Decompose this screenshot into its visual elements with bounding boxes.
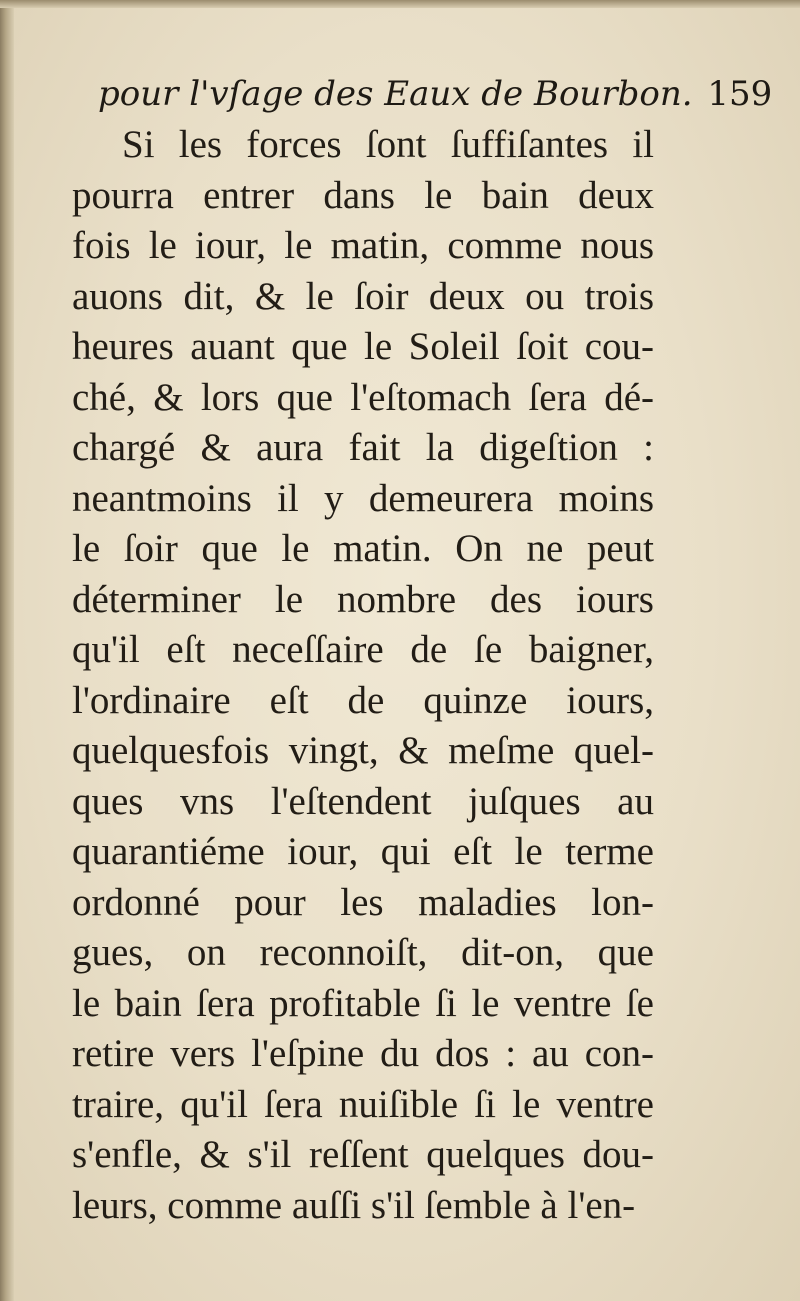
- text-line: heures auant que le Soleil ſoit cou-: [72, 325, 654, 368]
- text-line: gues, on reconnoiſt, dit-on, que: [72, 931, 654, 974]
- running-head: [98, 66, 773, 122]
- text-line: auons dit, & le ſoir deux ou trois: [72, 274, 654, 318]
- text-line: l'ordinaire eſt de quinze iours,: [72, 678, 654, 722]
- text-line: déterminer le nombre des iours: [72, 577, 654, 621]
- text-line: le bain ſera profitable ſi le ventre ſe: [72, 981, 654, 1025]
- text-line: ques vns l'eſtendent juſques au: [72, 779, 654, 823]
- text-line: retire vers l'eſpine du dos : au con-: [72, 1032, 654, 1075]
- page-top-edge: [0, 0, 800, 8]
- page-gutter: [0, 0, 14, 1301]
- text-line: Si les forces ſont ſuffiſantes il: [122, 123, 654, 166]
- text-line: qu'il eſt neceſſaire de ſe baigner,: [72, 628, 654, 671]
- text-line: s'enfle, & s'il reſſent quelques dou-: [72, 1133, 654, 1176]
- text-line: traire, qu'il ſera nuiſible ſi le ventre: [72, 1082, 654, 1126]
- text-line: quarantiéme iour, qui eſt le terme: [72, 830, 654, 873]
- text-line: fois le iour, le matin, comme nous: [72, 224, 654, 267]
- text-line: le ſoir que le matin. On ne peut: [72, 527, 654, 570]
- text-line: neantmoins il y demeurera moins: [72, 476, 654, 520]
- text-line: leurs, comme auſſi s'il ſemble à l'en-: [72, 1183, 636, 1227]
- running-head-title: pour l'vſage des Eaux de Bourbon.: [98, 74, 693, 114]
- body-text: [72, 120, 654, 1227]
- text-line: ché, & lors que l'eſtomach ſera dé-: [72, 375, 654, 419]
- text-line: pourra entrer dans le bain deux: [72, 173, 654, 217]
- page-number: 159: [707, 74, 773, 114]
- text-line: chargé & aura fait la digeſtion :: [72, 426, 654, 469]
- text-line: ordonné pour les maladies lon-: [72, 880, 654, 924]
- text-line: quelquesfois vingt, & meſme quel-: [72, 729, 654, 772]
